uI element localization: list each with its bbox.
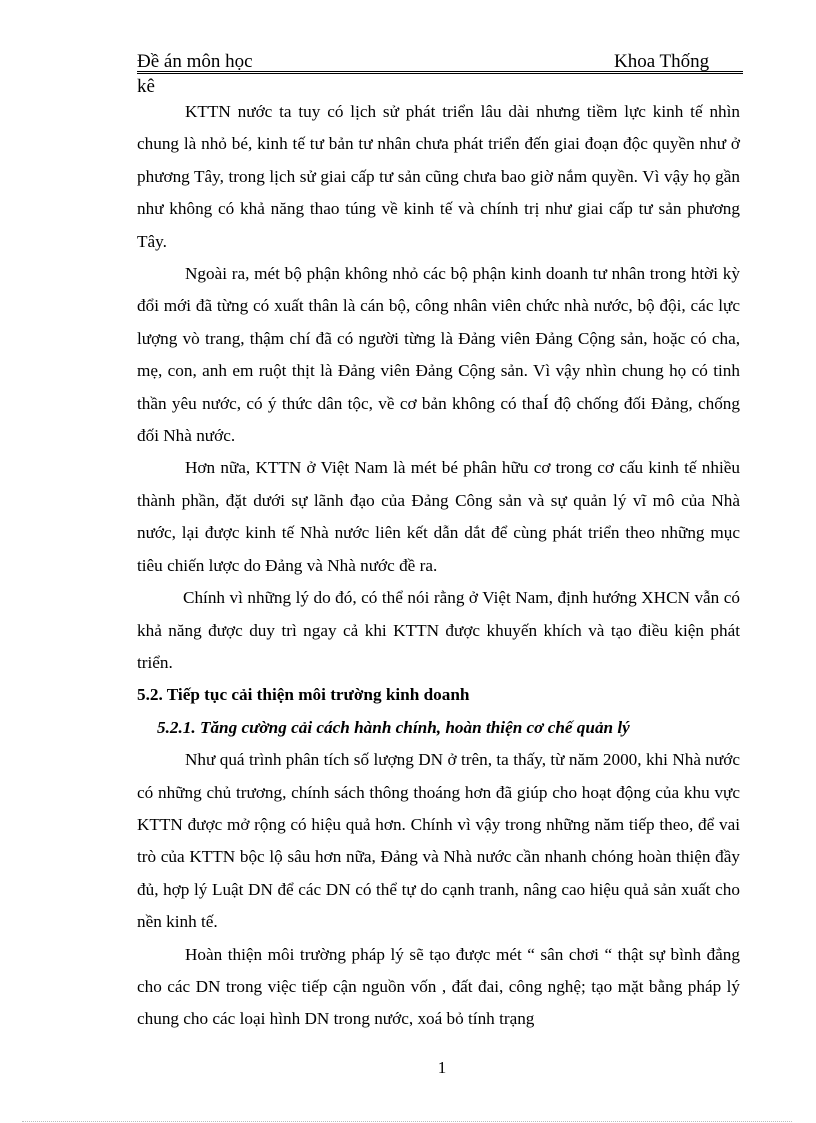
header-faculty-continued: kê (137, 76, 155, 97)
header-course-title: Đề án môn học (137, 51, 253, 72)
paragraph: Chính vì những lý do đó, có thể nói rằng ở Việt Nam, định hướng XHCN vẫn có khả năng được duy trì ngay cả khi KTTN được khuyến khích và tạo điều kiện phát triển. (137, 588, 740, 672)
section-heading: 5.2. Tiếp tục cải thiện môi trường kinh doanh (137, 685, 470, 705)
subsection-heading: 5.2.1. Tăng cường cải cách hành chính, hoàn thiện cơ chế quản lý (157, 717, 630, 737)
page-header (137, 51, 743, 73)
paragraph: KTTN nước ta tuy có lịch sử phát triển lâu dài nhưng tiềm lực kinh tế nhìn chung là nhỏ bé, kinh tế tư bản tư nhân chưa phát triển đến giai đoạn độc quyền như ở phương Tây, trong lịch sử giai cấp tư sản cũng chưa bao giờ nắm quyền. Vì vậy họ gần như không có khả năng thao túng về kinh tế và chính trị như giai cấp tư sản phương Tây. (137, 102, 740, 251)
page-number: 1 (437, 1058, 447, 1077)
header-rule (137, 71, 743, 74)
paragraph: Như quá trình phân tích số lượng DN ở trên, ta thấy, từ năm 2000, khi Nhà nước có những chủ trương, chính sách thông thoáng hơn đã giúp cho hoạt động của khu vực KTTN được mở rộng có hiệu quả hơn. Chính vì vậy trong những năm tiếp theo, để vai trò của KTTN bộc lộ sâu hơn nữa, Đảng và Nhà nước cần nhanh chóng hoàn thiện đầy đủ, hợp lý Luật DN để các DN có thể tự do cạnh tranh, nâng cao hiệu quả sản xuất cho nền kinh tế. (137, 750, 740, 932)
header-faculty: Khoa Thống (614, 51, 710, 72)
page-bottom-border (22, 1121, 792, 1122)
document-body (137, 96, 740, 1036)
paragraph: Ngoài ra, mét bộ phận không nhỏ các bộ phận kinh doanh tư nhân trong htời kỳ đổi mới đã từng có xuất thân là cán bộ, công nhân viên chức nhà nước, bộ đội, các lực lượng vò trang, thậm chí đã có người từng là Đảng viên Đảng Cộng sản, hoặc có cha, mẹ, con, anh em ruột thịt là Đảng viên Đảng Cộng sản. Vì vậy nhìn chung họ có tinh thần yêu nước, có ý thức dân tộc, về cơ bản không có thaÍ độ chống đối Đảng, chống đối Nhà nước. (137, 264, 740, 446)
paragraph: Hoàn thiện môi trường pháp lý sẽ tạo được mét “ sân chơi “ thật sự bình đẳng cho các DN trong việc tiếp cận nguồn vốn , đất đai, công nghệ; tạo mặt bằng pháp lý chung cho các loại hình DN trong nước, xoá bỏ tính trạng (137, 944, 740, 1029)
paragraph: Hơn nữa, KTTN ở Việt Nam là mét bé phân hữu cơ trong cơ cấu kinh tế nhiều thành phần, đặt dưới sự lãnh đạo của Đảng Công sản và sự quản lý vĩ mô của Nhà nước, lại được kinh tế Nhà nước liên kết dẫn dắt để cùng phát triển theo những mục tiêu chiến lược do Đảng và Nhà nước đề ra. (137, 458, 740, 575)
